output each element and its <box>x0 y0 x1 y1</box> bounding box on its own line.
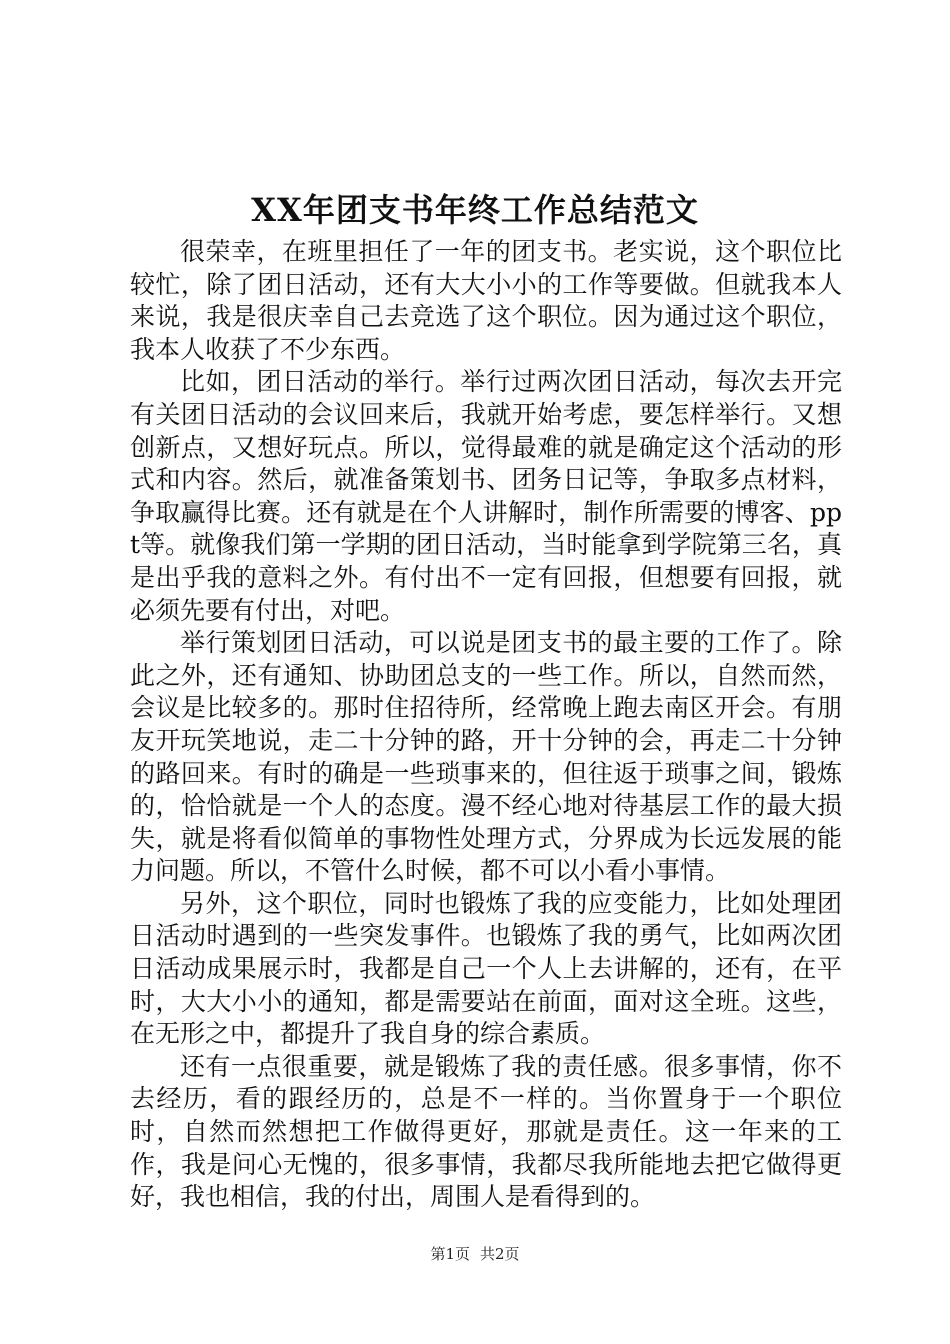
page-number-current: 第1页 <box>430 1245 470 1263</box>
document-body <box>130 236 842 1214</box>
paragraph-3: 举行策划团日活动，可以说是团支书的最主要的工作了。除此之外，还有通知、协助团总支的一些工作。所以，自然而然，会议是比较多的。那时住招待所，经常晚上跑去南区开会。有朋友开玩笑地说，走二十分钟的路，开十分钟的会，再走二十分钟的路回来。有时的确是一些琐事来的，但往返于琐事之间，锻炼的，恰恰就是一个人的态度。漫不经心地对待基层工作的最大损失，就是将看似简单的事物性处理方式，分界成为长远发展的能力问题。所以，不管什么时候，都不可以小看小事情。 <box>130 628 842 886</box>
page-number-total: 共2页 <box>480 1245 520 1263</box>
paragraph-4: 另外，这个职位，同时也锻炼了我的应变能力，比如处理团日活动时遇到的一些突发事件。也锻炼了我的勇气，比如两次团日活动成果展示时，我都是自己一个人上去讲解的，还有，在平时，大大小小的通知，都是需要站在前面，面对这全班。这些，在无形之中，都提升了我自身的综合素质。 <box>130 888 842 1049</box>
paragraph-5: 还有一点很重要，就是锻炼了我的责任感。很多事情，你不去经历，看的跟经历的，总是不一样的。当你置身于一个职位时，自然而然想把工作做得更好，那就是责任。这一年来的工作，我是问心无愧的，很多事情，我都尽我所能地去把它做得更好，我也相信，我的付出，周围人是看得到的。 <box>130 1051 842 1212</box>
paragraph-1: 很荣幸，在班里担任了一年的团支书。老实说，这个职位比较忙，除了团日活动，还有大大小小的工作等要做。但就我本人来说，我是很庆幸自己去竞选了这个职位。因为通过这个职位，我本人收获了不少东西。 <box>130 237 842 364</box>
document-title: XX年团支书年终工作总结范文 <box>251 191 699 229</box>
page-footer <box>0 1244 950 1264</box>
paragraph-2: 比如，团日活动的举行。举行过两次团日活动，每次去开完有关团日活动的会议回来后，我就开始考虑，要怎样举行。又想创新点，又想好玩点。所以，觉得最难的就是确定这个活动的形式和内容。然后，就准备策划书、团务日记等，争取多点材料，争取赢得比赛。还有就是在个人讲解时，制作所需要的博客、ppt等。就像我们第一学期的团日活动，当时能拿到学院第三名，真是出乎我的意料之外。有付出不一定有回报，但想要有回报，就必须先要有付出，对吧。 <box>130 367 842 625</box>
